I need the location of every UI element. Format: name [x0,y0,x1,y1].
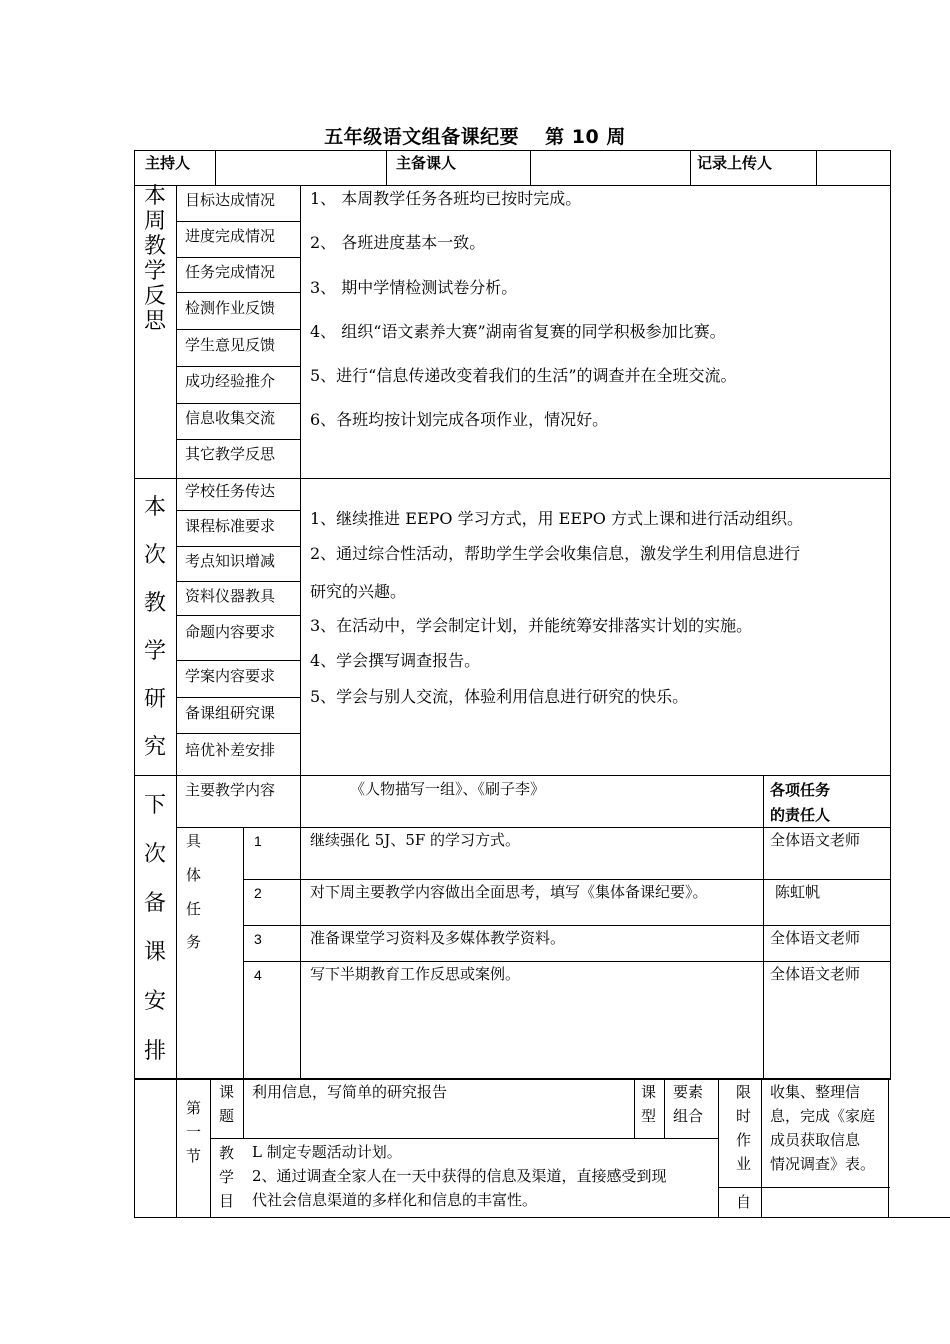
task-owner: 全体语文老师 [770,965,861,983]
task-number: 4 [254,967,262,983]
goal-line: 代社会信息渠道的多样化和信息的丰富性。 [252,1191,538,1209]
host-label: 主持人 [145,154,191,172]
task-number: 3 [254,931,262,947]
research-item: 资料仪器教具 [185,587,276,605]
reflection-label-char: 思 [143,309,166,334]
homework-line: 成员获取信息 [770,1131,861,1149]
lesson-label-char: 第 [186,1099,202,1117]
type-label-char: 课 [641,1083,657,1101]
research-content-line: 2、通过综合性活动，帮助学生学会收集信息，激发学生利用信息进行 [310,544,801,563]
task-number: 2 [254,885,262,901]
reflection-item: 任务完成情况 [185,263,276,281]
task-text: 继续强化 5J、5F 的学习方式。 [310,831,521,849]
main-content-label: 主要教学内容 [185,781,276,799]
reflection-content-line: 3、 期中学情检测试卷分析。 [310,278,518,297]
reflection-item: 进度完成情况 [185,227,276,245]
page-title [0,122,950,149]
task-owner: 陈虹帆 [775,883,821,901]
responsible-label-line: 各项任务 [770,781,831,799]
task-number: 1 [254,833,262,849]
lesson-label-char: 节 [186,1147,202,1165]
reflection-content-line: 5、进行“信息传递改变着我们的生活”的调查并在全班交流。 [310,366,737,385]
research-content-line: 3、在活动中，学会制定计划，并能统筹安排落实计划的实施。 [310,616,753,635]
reflection-label-char: 本 [143,184,166,209]
research-label-char: 研 [143,687,166,712]
lead-preparer-label: 主备课人 [396,154,457,172]
elements-label-line: 要素 [673,1083,704,1101]
topic-label-char: 题 [219,1107,235,1125]
task-text: 准备课堂学习资料及多媒体教学资料。 [310,929,566,947]
research-item: 考点知识增减 [185,552,276,570]
research-item: 培优补差安排 [185,741,276,759]
reflection-item: 目标达成情况 [185,191,276,209]
homework-label-char: 时 [736,1107,752,1125]
reflection-item: 学生意见反馈 [185,336,276,354]
responsible-label-line: 的责任人 [770,806,831,824]
reflection-label-char: 教 [143,234,166,259]
research-item: 命题内容要求 [185,623,276,641]
reflection-label-char: 反 [143,284,166,309]
research-label-char: 学 [143,639,166,664]
lesson-topic: 利用信息，写简单的研究报告 [252,1083,448,1101]
research-content-line: 5、学会与别人交流，体验利用信息进行研究的快乐。 [310,687,689,706]
goal-label-char: 目 [219,1192,235,1210]
lesson-label-char: 一 [186,1123,202,1141]
recorder-label: 记录上传人 [697,154,773,172]
task-label-char: 体 [186,866,202,884]
next-label-char: 安 [143,989,166,1014]
homework-line: 收集、整理信 [770,1083,861,1101]
reflection-item: 其它教学反思 [185,445,276,463]
reflection-item: 检测作业反馈 [185,299,276,317]
research-item: 课程标准要求 [185,517,276,535]
task-label-char: 任 [186,900,202,918]
task-label-char: 具 [186,832,202,850]
next-label-char: 备 [143,891,166,916]
reflection-item: 成功经验推介 [185,372,276,390]
reflection-content-line: 6、各班均按计划完成各项作业，情况好。 [310,410,609,429]
research-item: 学校任务传达 [185,482,276,500]
task-owner: 全体语文老师 [770,831,861,849]
elements-label-line: 组合 [673,1107,704,1125]
homework-label-char: 限 [736,1083,752,1101]
research-content-line: 1、继续推进 EEPO 学习方式，用 EEPO 方式上课和进行活动组织。 [310,509,804,528]
goal-label-char: 学 [219,1168,235,1186]
research-label-char: 究 [143,735,166,760]
reflection-item: 信息收集交流 [185,409,276,427]
goal-line: 2、通过调查全家人在一天中获得的信息及渠道，直接感受到现 [252,1167,667,1185]
homework-line: 情况调查》表。 [770,1155,876,1173]
title-week: 第 10 周 [545,126,626,148]
goal-line: L 制定专题活动计划。 [252,1143,402,1161]
next-label-char: 课 [143,940,166,965]
reflection-label-char: 周 [143,209,166,234]
self-label: 自 [736,1193,752,1211]
homework-line: 息，完成《家庭 [770,1107,876,1125]
research-content-line: 4、学会撰写调查报告。 [310,651,481,670]
main-content-value: 《人物描写一组》、《刷子李》 [350,780,546,798]
task-text: 对下周主要教学内容做出全面思考，填写《集体备课纪要》。 [310,883,708,901]
research-label-char: 本 [143,495,166,520]
research-item: 学案内容要求 [185,667,276,685]
goal-label-char: 教 [219,1144,235,1162]
reflection-content-line: 1、 本周教学任务各班均已按时完成。 [310,189,582,208]
homework-label-char: 业 [736,1155,752,1173]
reflection-label-char: 学 [143,259,166,284]
research-content-line: 研究的兴趣。 [310,582,407,601]
task-owner: 全体语文老师 [770,929,861,947]
title-main: 五年级语文组备课纪要 [324,126,520,148]
topic-label-char: 课 [219,1083,235,1101]
reflection-content-line: 2、 各班进度基本一致。 [310,233,486,252]
research-label-char: 次 [143,543,166,568]
next-label-char: 下 [143,793,166,818]
task-label-char: 务 [186,933,202,951]
next-label-char: 次 [143,842,166,867]
reflection-content-line: 4、 组织“语文素养大赛”湖南省复赛的同学积极参加比赛。 [310,322,726,341]
next-label-char: 排 [143,1039,166,1064]
task-text: 写下半期教育工作反思或案例。 [310,965,521,983]
research-label-char: 教 [143,591,166,616]
type-label-char: 型 [641,1107,657,1125]
homework-label-char: 作 [736,1131,752,1149]
research-item: 备课组研究课 [185,704,276,722]
